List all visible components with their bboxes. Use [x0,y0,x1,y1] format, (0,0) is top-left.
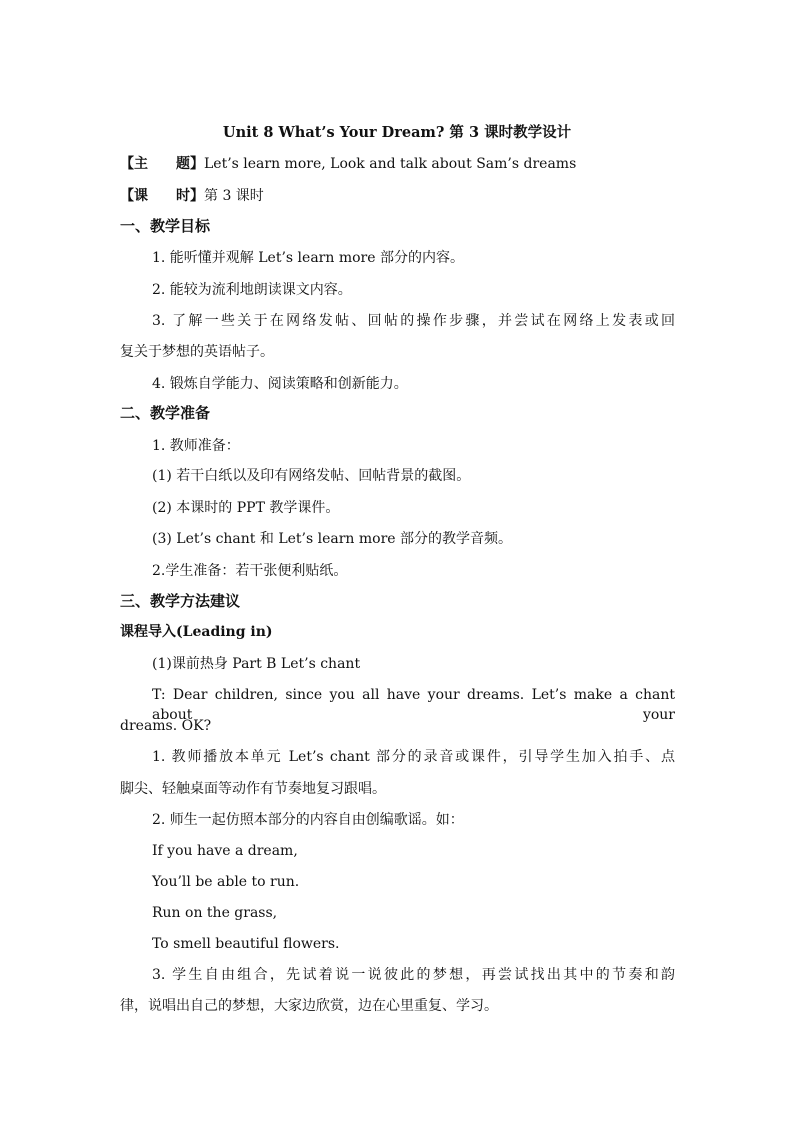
chant-line-1: If you have a dream, [152,843,298,859]
chant-line-2: You’ll be able to run. [152,874,300,890]
topic-label: 【主 题】 [120,156,204,172]
subheading-leading-in: 课程导入(Leading in) [120,624,273,640]
period-line [120,186,675,206]
method-step-2: 2. 师生一起仿照本部分的内容自由创编歌谣。如： [152,812,464,828]
teacher-dialogue-line-2: dreams. OK? [120,718,212,734]
objective-item-1: 1. 能听懂并观解 Let’s learn more 部分的内容。 [152,250,464,266]
topic-value: Let’s learn more, Look and talk about Sam’s dreams [204,156,577,172]
period-label: 【课 时】 [120,188,204,204]
preparation-item-teacher: 1. 教师准备： [152,438,240,454]
teacher-dialogue-line-1: T: Dear children, since you all have your dreams. Let’s make a chant about your [152,687,675,723]
section-heading-objectives: 一、教学目标 [120,217,211,235]
preparation-item-1: (1) 若干白纸以及印有网络发帖、回帖背景的截图。 [152,468,471,484]
topic-line [120,154,675,174]
period-value: 第 3 课时 [204,188,264,204]
objective-item-3: 3. 了解一些关于在网络发帖、回帖的操作步骤，并尝试在网络上发表或回 [152,313,675,329]
preparation-item-3: (3) Let’s chant 和 Let’s learn more 部分的教学音频。 [152,531,513,547]
section-heading-methods: 三、教学方法建议 [120,592,241,610]
objective-item-2: 2. 能较为流利地朗读课文内容。 [152,282,352,298]
warm-up-line: (1)课前热身 Part B Let’s chant [152,656,361,672]
chant-line-3: Run on the grass, [152,905,278,921]
objective-item-3-continued: 复关于梦想的英语帖子。 [120,344,274,360]
preparation-item-student: 2.学生准备：若干张便利贴纸。 [152,563,348,579]
method-step-3: 3. 学生自由组合，先试着说一说彼此的梦想，再尝试找出其中的节奏和韵 [152,967,675,983]
method-step-1-continued: 脚尖、轻触桌面等动作有节奏地复习跟唱。 [120,781,386,797]
document-title: Unit 8 What’s Your Dream? 第 3 课时教学设计 [222,124,572,141]
objective-item-4: 4. 锻炼自学能力、阅读策略和创新能力。 [152,376,408,392]
method-step-3-continued: 律，说唱出自己的梦想，大家边欣赏，边在心里重复、学习。 [120,998,498,1014]
section-heading-preparation: 二、教学准备 [120,404,211,422]
method-step-1: 1. 教师播放本单元 Let’s chant 部分的录音或课件，引导学生加入拍手、点 [152,749,675,765]
chant-line-4: To smell beautiful flowers. [152,936,340,952]
preparation-item-2: (2) 本课时的 PPT 教学课件。 [152,500,340,516]
